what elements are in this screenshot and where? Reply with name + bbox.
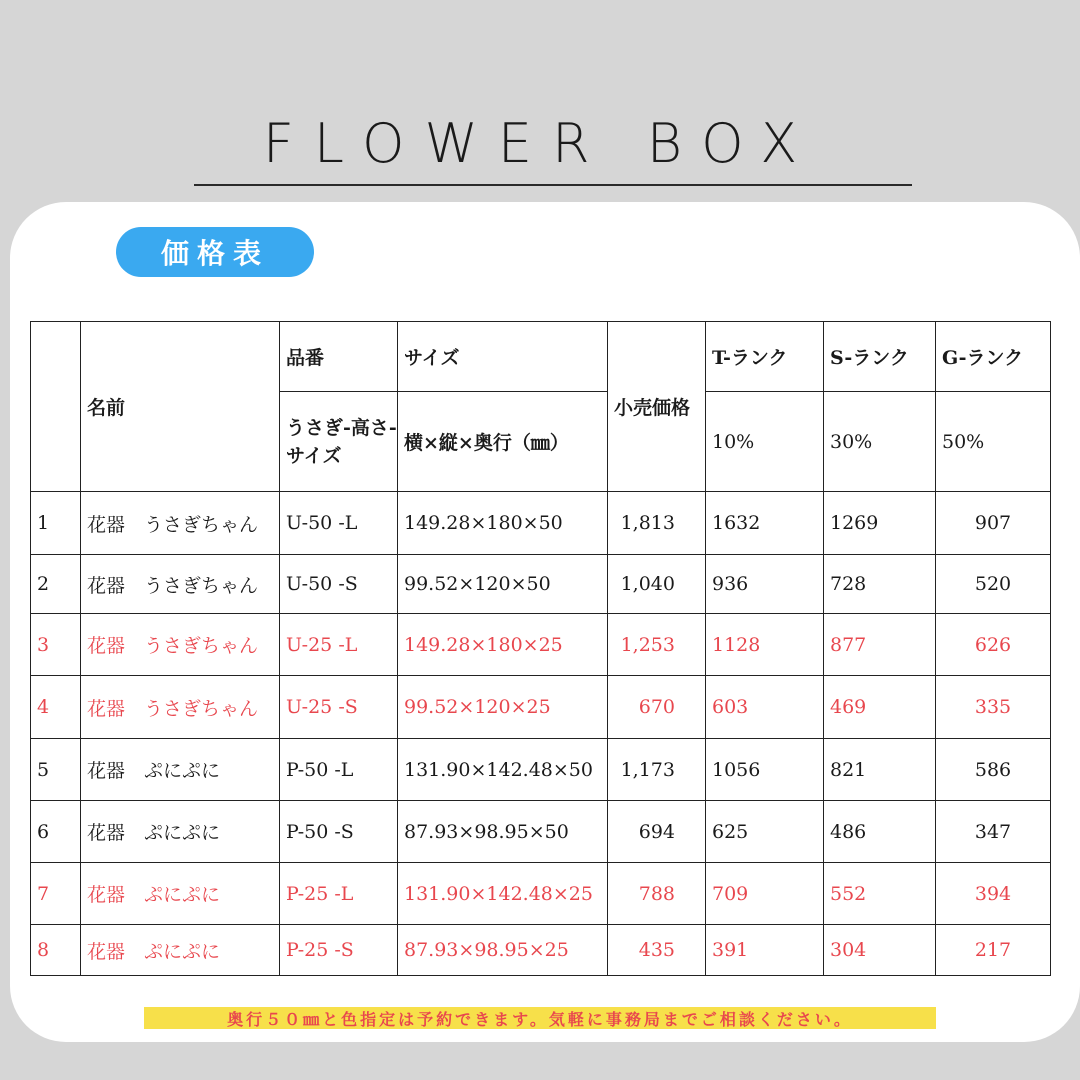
dimensions: 149.28×180×50 [398,492,608,555]
g-rank-price: 907 [936,492,1051,555]
table-row [31,739,1051,801]
header-name: 名前 [81,322,280,492]
dimensions: 87.93×98.95×25 [398,925,608,976]
dimensions: 131.90×142.48×50 [398,739,608,801]
row-number: 2 [31,555,81,614]
g-rank-price: 520 [936,555,1051,614]
header-retail-price: 小売価格 [608,322,706,492]
header-g-rank: G-ランク [936,322,1051,392]
s-rank-price: 304 [824,925,936,976]
price-list-badge: 価格表 [116,227,314,277]
dimensions: 99.52×120×50 [398,555,608,614]
page-title: FLOWER BOX [262,112,818,175]
header-row-top [31,322,1051,392]
g-rank-price: 586 [936,739,1051,801]
dimensions: 131.90×142.48×25 [398,863,608,925]
header-t-rate: 10% [706,392,824,492]
header-s-rank: S-ランク [824,322,936,392]
retail-price: 1,253 [608,614,706,676]
part-number: U-25 -S [280,676,398,739]
t-rank-price: 625 [706,801,824,863]
part-number: U-50 -L [280,492,398,555]
g-rank-price: 626 [936,614,1051,676]
s-rank-price: 728 [824,555,936,614]
product-name: 花器 うさぎちゃん [81,614,280,676]
retail-price: 788 [608,863,706,925]
table-row [31,492,1051,555]
header-s-rate: 30% [824,392,936,492]
header-no-cell [31,322,81,492]
part-number: P-25 -S [280,925,398,976]
table-row [31,676,1051,739]
header-part-no: 品番 [280,322,398,392]
table-row [31,555,1051,614]
dimensions: 87.93×98.95×50 [398,801,608,863]
product-name: 花器 ぷにぷに [81,739,280,801]
reservation-note: 奥行５０㎜と色指定は予約できます。気軽に事務局までご相談ください。 [144,1007,936,1029]
row-number: 8 [31,925,81,976]
t-rank-price: 1056 [706,739,824,801]
product-name: 花器 ぷにぷに [81,863,280,925]
table-row [31,863,1051,925]
g-rank-price: 335 [936,676,1051,739]
s-rank-price: 1269 [824,492,936,555]
retail-price: 1,813 [608,492,706,555]
s-rank-price: 486 [824,801,936,863]
s-rank-price: 821 [824,739,936,801]
product-name: 花器 ぷにぷに [81,801,280,863]
header-t-rank: T-ランク [706,322,824,392]
row-number: 3 [31,614,81,676]
g-rank-price: 217 [936,925,1051,976]
product-name: 花器 うさぎちゃん [81,676,280,739]
t-rank-price: 709 [706,863,824,925]
part-number: P-50 -L [280,739,398,801]
s-rank-price: 877 [824,614,936,676]
t-rank-price: 1128 [706,614,824,676]
s-rank-price: 552 [824,863,936,925]
part-number: U-25 -L [280,614,398,676]
g-rank-price: 347 [936,801,1051,863]
t-rank-price: 603 [706,676,824,739]
part-number: P-50 -S [280,801,398,863]
table-row [31,614,1051,676]
title-underline [194,184,912,186]
retail-price: 435 [608,925,706,976]
part-number: U-50 -S [280,555,398,614]
product-name: 花器 うさぎちゃん [81,555,280,614]
row-number: 1 [31,492,81,555]
price-table [30,321,1051,976]
retail-price: 1,040 [608,555,706,614]
header-g-rate: 50% [936,392,1051,492]
t-rank-price: 936 [706,555,824,614]
row-number: 6 [31,801,81,863]
retail-price: 670 [608,676,706,739]
header-size-sub: 横×縦×奥行（㎜） [398,392,608,492]
row-number: 5 [31,739,81,801]
t-rank-price: 391 [706,925,824,976]
header-size: サイズ [398,322,608,392]
part-number: P-25 -L [280,863,398,925]
table-row [31,801,1051,863]
t-rank-price: 1632 [706,492,824,555]
retail-price: 694 [608,801,706,863]
g-rank-price: 394 [936,863,1051,925]
product-name: 花器 うさぎちゃん [81,492,280,555]
row-number: 7 [31,863,81,925]
table-row [31,925,1051,976]
product-name: 花器 ぷにぷに [81,925,280,976]
dimensions: 99.52×120×25 [398,676,608,739]
header-part-no-sub: うさぎ-高さ-サイズ [280,392,398,492]
retail-price: 1,173 [608,739,706,801]
s-rank-price: 469 [824,676,936,739]
dimensions: 149.28×180×25 [398,614,608,676]
row-number: 4 [31,676,81,739]
